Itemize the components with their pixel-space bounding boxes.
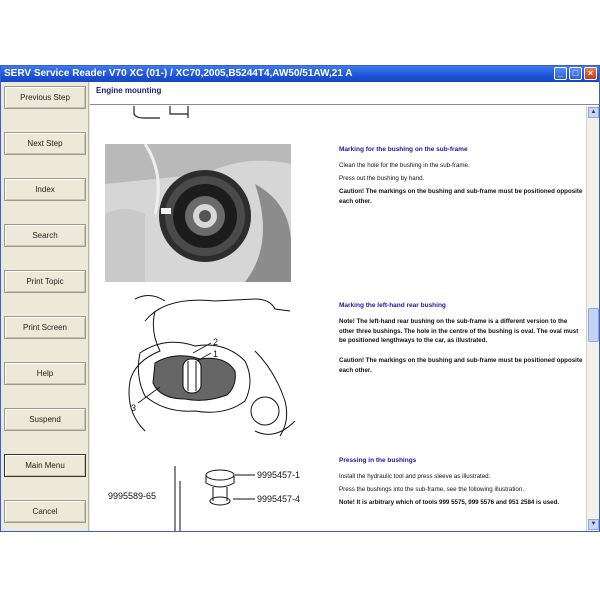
instruction-text: Press the bushings into the sub-frame, see the following illustration. [339,486,525,493]
suspend-button[interactable]: Suspend [4,408,86,431]
title-bar [1,66,599,82]
vertical-scrollbar[interactable] [586,106,599,531]
instruction-text: Install the hydraulic tool and press sleeve as illustrated. [339,473,491,480]
hydraulic-tool-drawing [105,461,301,531]
note-text: Note! The left-hand rear bushing on the sub-frame is a different version to the other three bushings. The hole in the centre of the bushing is oval. The oval must be positioned lengthways to the car, as illustrated. [339,318,579,344]
bushing-photo [105,144,291,282]
minimize-button[interactable]: _ [554,67,567,80]
maximize-button[interactable]: □ [569,67,582,80]
instruction-text: Press out the bushing by hand. [339,175,425,182]
caution-text: Caution! The markings on the bushing and sub-frame must be positioned opposite each other. [339,188,583,205]
note-text: Note! It is arbitrary which of tools 999 5575, 999 5576 and 951 2584 is used. [339,499,560,506]
tool-label-a: 9995457-1 [257,470,301,480]
callout-3-label: 3 [131,403,137,413]
arrow-up-icon[interactable]: ▲ [588,107,599,118]
search-button[interactable]: Search [4,224,86,247]
window-title: SERV Service Reader V70 XC (01-) / XC70,2005,B5244T4,AW50/51AW,21 A [4,68,353,79]
print-screen-button[interactable]: Print Screen [4,316,86,339]
close-button[interactable]: × [584,67,597,80]
section-title: Marking for the bushing on the sub-frame [339,146,468,153]
app-window [0,65,600,532]
callout-2-label: 2 [213,337,219,347]
cancel-button[interactable]: Cancel [4,500,86,523]
section-title: Marking the left-hand rear bushing [339,302,446,309]
sidebar [1,82,89,531]
next-step-button[interactable]: Next Step [4,132,86,155]
previous-step-button[interactable]: Previous Step [4,86,86,109]
rear-bushing-drawing [105,291,301,441]
help-button[interactable]: Help [4,362,86,385]
page-title: Engine mounting [90,82,599,105]
bushing-photo-image [105,144,291,282]
previous-illustration-fragment [130,106,200,120]
section-title: Pressing in the bushings [339,457,417,464]
print-topic-button[interactable]: Print Topic [4,270,86,293]
index-button[interactable]: Index [4,178,86,201]
scroll-thumb[interactable] [588,308,599,342]
instruction-text: Clean the hole for the bushing in the sub-frame. [339,162,470,169]
document-view[interactable] [90,106,586,531]
main-menu-button[interactable]: Main Menu [4,454,86,477]
arrow-down-icon[interactable]: ▼ [588,519,599,530]
content-panel [90,82,599,531]
callout-1-label: 1 [213,349,219,359]
tool-label-b: 9995457-4 [257,494,301,504]
tool-label-c: 9995589-65 [108,491,157,501]
window-controls [554,67,597,80]
caution-text: Caution! The markings on the bushing and sub-frame must be positioned opposite each other. [339,357,583,374]
